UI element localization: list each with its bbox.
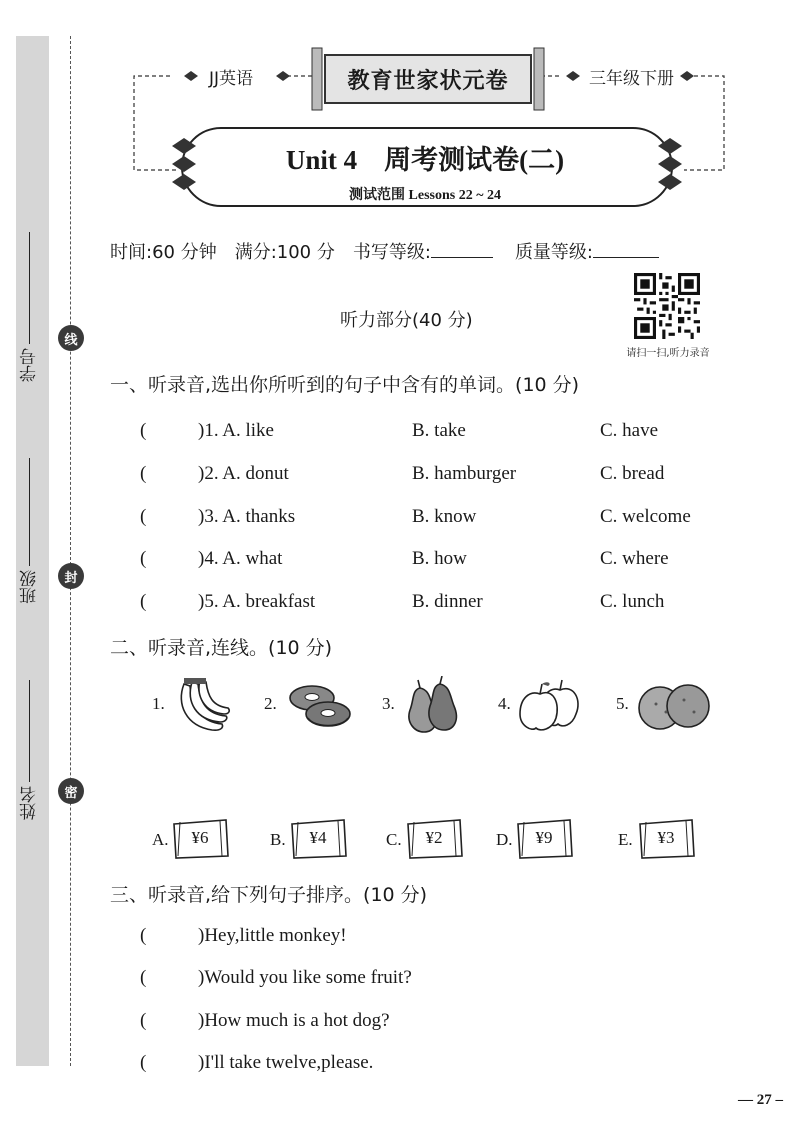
price-tag [288,818,348,860]
sentence-row [140,1052,373,1074]
price-letter: E. [618,830,633,849]
price-letter: C. [386,830,402,849]
option-a: )2. A. donut [198,463,289,484]
writing-grade-blank[interactable] [431,240,493,258]
price-value: ¥6 [191,828,209,847]
answer-paren[interactable]: ( [140,463,147,484]
option-c: C. where [600,548,669,569]
price-value: ¥2 [425,828,443,847]
price-tag [170,818,230,860]
grade-tag: 三年级下册 [586,64,677,89]
option-a: )4. A. what [198,548,283,569]
option-b: B. know [412,506,477,527]
margin-field-name [10,680,48,820]
exam-time: 时间:60 分钟 [110,242,217,263]
option-b: B. dinner [412,591,483,612]
picture-number: 2. [264,694,277,713]
price-tag [514,818,574,860]
seal-mi: 密 [58,778,84,804]
sentence-row [140,925,347,947]
exam-info [110,238,659,264]
quality-grade-blank[interactable] [593,240,659,258]
page-title: Unit 4 周考测试卷(二) [285,145,565,175]
price-letter: B. [270,830,286,849]
option-b: B. how [412,548,467,569]
option-c: C. welcome [600,506,691,527]
answer-paren[interactable]: ( [140,506,147,527]
price-letter: D. [496,830,513,849]
option-c: C. lunch [600,591,665,612]
answer-paren[interactable]: ( [140,420,147,441]
price-tag [636,818,696,860]
answer-paren[interactable]: ( [140,591,147,612]
margin-label-class: 班级 [19,570,40,604]
writing-grade-label: 书写等级: [352,242,431,263]
option-b: B. hamburger [412,463,517,484]
pears-icon [402,676,462,736]
option-c: C. have [600,420,659,441]
sentence-text: )How much is a hot dog? [198,1010,390,1031]
sentence-text: )Hey,little monkey! [198,925,347,946]
series-title: 教育世家状元卷 [324,54,532,104]
qr-caption: 请扫一扫,听力录音 [626,348,710,359]
margin-label-name: 姓名 [19,786,40,820]
answer-paren[interactable]: ( [140,967,147,988]
answer-paren[interactable]: ( [140,1010,147,1031]
subject-tag: JJ英语 [206,64,256,89]
seal-feng: 封 [58,563,84,589]
answer-paren[interactable]: ( [140,548,147,569]
margin-label-student-id: 学号 [19,348,40,382]
page-number: — 27 – [738,1092,783,1108]
margin-field-class [10,458,48,604]
price-tag [404,818,464,860]
sentence-row [140,967,412,989]
option-b: B. take [412,420,466,441]
sentence-text: )Would you like some fruit? [198,967,412,988]
picture-number: 1. [152,694,165,713]
apples-icon [518,676,580,736]
test-scope: 测试范围 Lessons 22 ~ 24 [349,188,501,203]
answer-paren[interactable]: ( [140,925,147,946]
section2-title: 二、听录音,连线。(10 分) [110,637,333,659]
qr-code-icon[interactable] [634,273,700,339]
price-value: ¥4 [309,828,327,847]
quality-grade-label: 质量等级: [514,242,594,263]
sentence-row [140,1010,390,1032]
price-letter: A. [152,830,169,849]
seal-xian: 线 [58,325,84,351]
donuts-icon [284,676,354,736]
option-a: )5. A. breakfast [198,591,316,612]
picture-number: 3. [382,694,395,713]
option-a: )1. A. like [198,420,274,441]
oranges-icon [636,676,712,736]
option-c: C. bread [600,463,665,484]
option-a: )3. A. thanks [198,506,296,527]
section3-title: 三、听录音,给下列句子排序。(10 分) [110,884,428,906]
listening-section-title: 听力部分(40 分) [340,310,473,331]
sentence-text: )I'll take twelve,please. [198,1052,374,1073]
picture-number: 5. [616,694,629,713]
price-value: ¥3 [657,828,675,847]
margin-field-student-id [10,232,48,382]
price-value: ¥9 [535,828,553,847]
exam-full-score: 满分:100 分 [234,242,335,263]
answer-paren[interactable]: ( [140,1052,147,1073]
bananas-icon [172,676,232,736]
picture-number: 4. [498,694,511,713]
section1-title: 一、听录音,选出你所听到的句子中含有的单词。(10 分) [110,374,580,396]
